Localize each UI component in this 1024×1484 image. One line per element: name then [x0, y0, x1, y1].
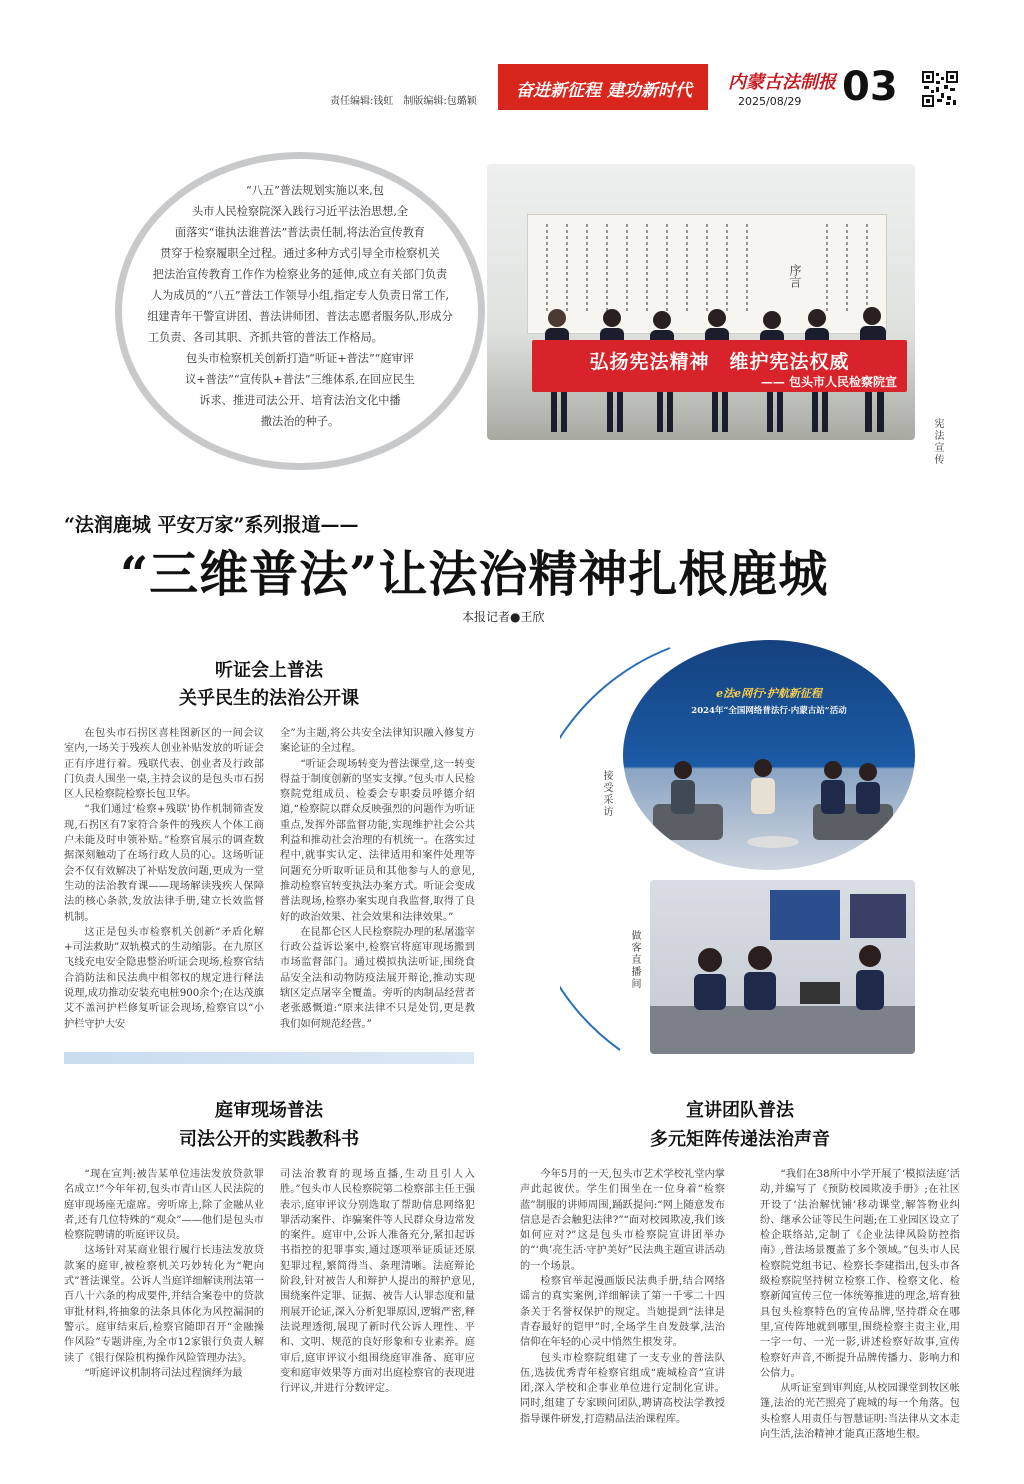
paragraph: 检察官举起漫画版民法典手册,结合网络谣言的真实案例,详细解读了第一千零二十四条关于名誉权保护的规定。当她提到“法律是青春最好的铠甲”时,全场学生自发鼓掌,法治信仰在年轻的心灵中悄然生根发芽。: [520, 1276, 725, 1349]
paragraph: 包头市检察院组建了一支专业的普法队伍,选拔优秀青年检察官组成“鹿城检音”宣讲团,深入学校和企事业单位进行定制化宣讲。同时,组建了专家顾问团队,聘请高校法学教授指导课件研发,打造精品法治课程库。: [520, 1352, 725, 1425]
staff-legs: [547, 392, 907, 440]
intro-line: 工负责、各司其职、齐抓共管的普法工作格局。: [148, 331, 383, 344]
intro-line: 贯穿于检察履职全过程。通过多种方式引导全市检察机关: [160, 247, 440, 260]
livestream-scene: [650, 920, 915, 1054]
paragraph: 全”为主题,将公共安全法律知识融入修复方案论证的全过程。: [280, 728, 475, 755]
byline: 本报记者●王欣: [462, 610, 545, 624]
paragraph: “听证会现场转变为普法课堂,这一转变得益于制度创新的坚实支撑。”包头市人民检察院党组成员、检委会专职委员呼德介绍道,“检察院以群众反映强烈的问题作为听证重点,发挥外部监督功能,实现维护社会公共利益和推动社会治理的有机统一。在落实过程中,就事实认定、法律适用和案件处理等问题充分听取听证员和其他参与人的意见,推动检察官转变执法办案方式。听证会变成普法现场,检察办案实现自我监督,取得了良好的政治效果、社会效果和法律效果。”: [280, 758, 475, 923]
section2-title: 庭审现场普法: [215, 1100, 323, 1121]
paragraph: “我们在38所中小学开展了‘模拟法庭’活动,并编写了《预防校园欺凌手册》;在社区开设了‘法治解忧铺’移动课堂,解答物业纠纷、继承公证等民生问题;在工业园区设立了检企联络站,定制了《企业法律风险防控指南》,普法场景覆盖了多个领域。”包头市人民检察院党组书记、检察长李建指出,包头市各级检察院坚持树立检察工作、检察文化、检察新闻宣传三位一体统筹推进的理念,培育独具包头检察特色的宣传品牌,坚持群众在哪里,宣传阵地就到哪里,围绕检察主责主业,用一字一句、一光一影,讲述检察好故事,宣传检察好声音,不断提升品牌传播力、影响力和公信力。: [760, 1169, 960, 1379]
photo-caption-livestream: 做客直播间: [629, 930, 640, 990]
photo-caption-constitution: 宪法宣传: [932, 418, 943, 466]
intro-line: 撒法治的种子。: [260, 415, 340, 428]
paragraph: “听庭评议机制将司法过程演绎为最: [84, 1367, 243, 1379]
intro-line: 人为成员的“八五”普法工作领导小组,指定专人负责日常工作,: [150, 289, 450, 302]
paragraph: “我们通过‘检察+残联’协作机制筛查发现,石拐区有7家符合条件的残疾人个体工商户未能及时申领补贴。”检察官展示的调查数据深刻触动了在场行政人员的心。这场听证会不仅有效解决了补贴发放问题,更成为一堂生动的法治教育课——现场解读残疾人保障法的核心条款,发放法律手册,建立长效监督机制。: [64, 804, 264, 923]
masthead: 内蒙古法制报: [728, 72, 836, 93]
section1-column-1: [64, 726, 264, 1032]
paragraph: 司法治教育的现场直播,生动且引人入胜。”包头市人民检察院第二检察部主任王强表示,庭审评议分别选取了帮助信息网络犯罪活动案件、诈骗案件等人民群众身边常发的案件。庭审中,公诉人准备充分,紧扣起诉书指控的犯罪事实,通过逐项举证质证还原犯罪过程,繁简得当、条理清晰。法庭辩论阶段,针对被告人和辩护人提出的辩护意见,围绕案件定罪、证据、被告人认罪态度和量刑展开论证,深入分析犯罪原因,逻辑严密,释法说理透彻,展现了新时代公诉人理性、平和、文明、规范的良好形象和专业素养。庭审后,庭审评议小组围绕庭审准备、庭审应变和庭审效果等方面对出庭检察官的表现进行评议,并进行分数评定。: [280, 1169, 475, 1395]
intro-line: 诉求、推进司法公开、培育法治文化中播: [199, 394, 401, 407]
interview-scene: [623, 730, 915, 870]
section3-column-2: [760, 1167, 960, 1442]
paragraph: “现在宣判:被告某单位违法发放贷款罪名成立!”今年年初,包头市青山区人民法院的庭审现场座无虚席。旁听席上,除了金融从业者,还有几位特殊的“观众”——他们是包头市检察院聘请的听庭评议员。: [64, 1169, 264, 1242]
page-number: 03: [842, 64, 898, 110]
series-title: “法润鹿城 平安万家”系列报道——: [64, 514, 359, 536]
paragraph: 从听证室到审判庭,从校园课堂到牧区帐篷,法治的光芒照亮了鹿城的每一个角落。包头检察人用责任与智慧证明:当法律从文本走向生活,法治精神才能真正落地生根。: [760, 1383, 960, 1441]
section1-column-2: [280, 726, 475, 1032]
intro-line: 头市人民检察院深入践行习近平法治思想,全: [191, 205, 409, 218]
stage-title: 2024年“全国网络普法行·内蒙古站”活动: [691, 706, 847, 716]
section2-column-2: [280, 1167, 475, 1396]
paragraph: 在昆都仑区人民检察院办理的私屠滥宰行政公益诉讼案中,检察官将庭审现场搬到市场监督部门。通过模拟执法听证,围绕食品安全法和动物防疫法展开辩论,推动实现辖区定点屠宰全覆盖。旁听的肉制品经营者老张感慨道:“原来法律不只是处罚,更是教我们如何规范经营。”: [280, 926, 475, 1030]
section3-title: 宣讲团队普法: [686, 1100, 794, 1121]
issue-date: 2025/08/29: [738, 95, 802, 108]
qr-code: [922, 71, 958, 107]
editor-credits: 责任编辑:钱虹 制版编辑:包璐颖: [330, 96, 477, 107]
paragraph: 在包头市石拐区喜桂图新区的一间会议室内,一场关于残疾人创业补贴发放的听证会正有序进行着。残联代表、创业者及行政部门负责人围坐一桌,主持会议的是包头市石拐区人民检察院检察长包卫华。: [64, 728, 264, 801]
banner-main-text: 弘扬宪法精神 维护宪法权威: [589, 351, 850, 373]
section-divider: [64, 1052, 474, 1064]
livestream-photo: [650, 880, 915, 1054]
interview-photo: [623, 640, 915, 870]
main-headline: “三维普法”让法治精神扎根鹿城: [120, 545, 829, 603]
banner-sub-text: —— 包头市人民检察院宣: [760, 375, 897, 389]
intro-line: “八五”普法规划实施以来,包: [245, 184, 385, 197]
section2-subtitle: 司法公开的实践教科书: [179, 1129, 359, 1150]
intro-text: [120, 180, 480, 432]
paragraph: 今年5月的一天,包头市艺术学校礼堂内掌声此起彼伏。学生们围坐在一位身着“检察蓝”制服的讲师周围,踊跃提问:“网上随意发布信息是否会触犯法律?”“面对校园欺凌,我们该如何应对?”这是包头市检察院宣讲团举办的“‘典’亮生活·守护美好”民法典主题宣讲活动的一个场景。: [520, 1169, 725, 1272]
constitution-photo: [487, 164, 915, 440]
intro-line: 把法治宣传教育工作作为检察业务的延伸,成立有关部门负责: [152, 268, 448, 281]
section3-subtitle: 多元矩阵传递法治声音: [650, 1129, 830, 1150]
wall-title: 序言: [788, 264, 802, 288]
paragraph: 这场针对某商业银行履行长违法发放贷款案的庭审,被检察机关巧妙转化为“靶向式”普法课堂。公诉人当庭详细解读刑法第一百八十六条的构成要件,并结合案卷中的贷款审批材料,将抽象的法条具体化为风控漏洞的警示。庭审结束后,检察官随即召开“金融操作风险”专题讲座,为全市12家银行负责人解读了《银行保险机构操作风险管理办法》。: [64, 1245, 264, 1364]
section1-title: 听证会上普法: [215, 660, 323, 681]
intro-line: 包头市检察机关创新打造“听证+普法”“庭审评: [186, 352, 414, 365]
section2-column-1: [64, 1167, 264, 1381]
paragraph: 这正是包头市检察机关创新“矛盾化解+司法救助”双轨模式的生动缩影。在九原区飞线充电安全隐患整治听证会现场,检察官结合消防法和民法典中相邻权的规定进行释法说理,成功推动安装充电桩900余个;在达茂旗艾不盖河护栏修复听证会现场,检察官以“小护栏守护大安: [64, 926, 264, 1030]
intro-line: 组建青年干警宣讲团、普法讲师团、普法志愿者服务队,形成分: [147, 310, 453, 323]
intro-line: 面落实“谁执法谁普法”普法责任制,将法治宣传教育: [175, 226, 425, 239]
photo-caption-interview: 接受采访: [601, 770, 612, 818]
intro-line: 议+普法”“宣传队+普法”三维体系,在回应民生: [185, 373, 415, 386]
stage-brand: e法e网行·护航新征程: [716, 687, 822, 700]
section1-subtitle: 关乎民生的法治公开课: [179, 688, 359, 709]
section3-column-1: [520, 1167, 725, 1427]
slogan-text: 奋进新征程 建功新时代: [516, 81, 692, 101]
